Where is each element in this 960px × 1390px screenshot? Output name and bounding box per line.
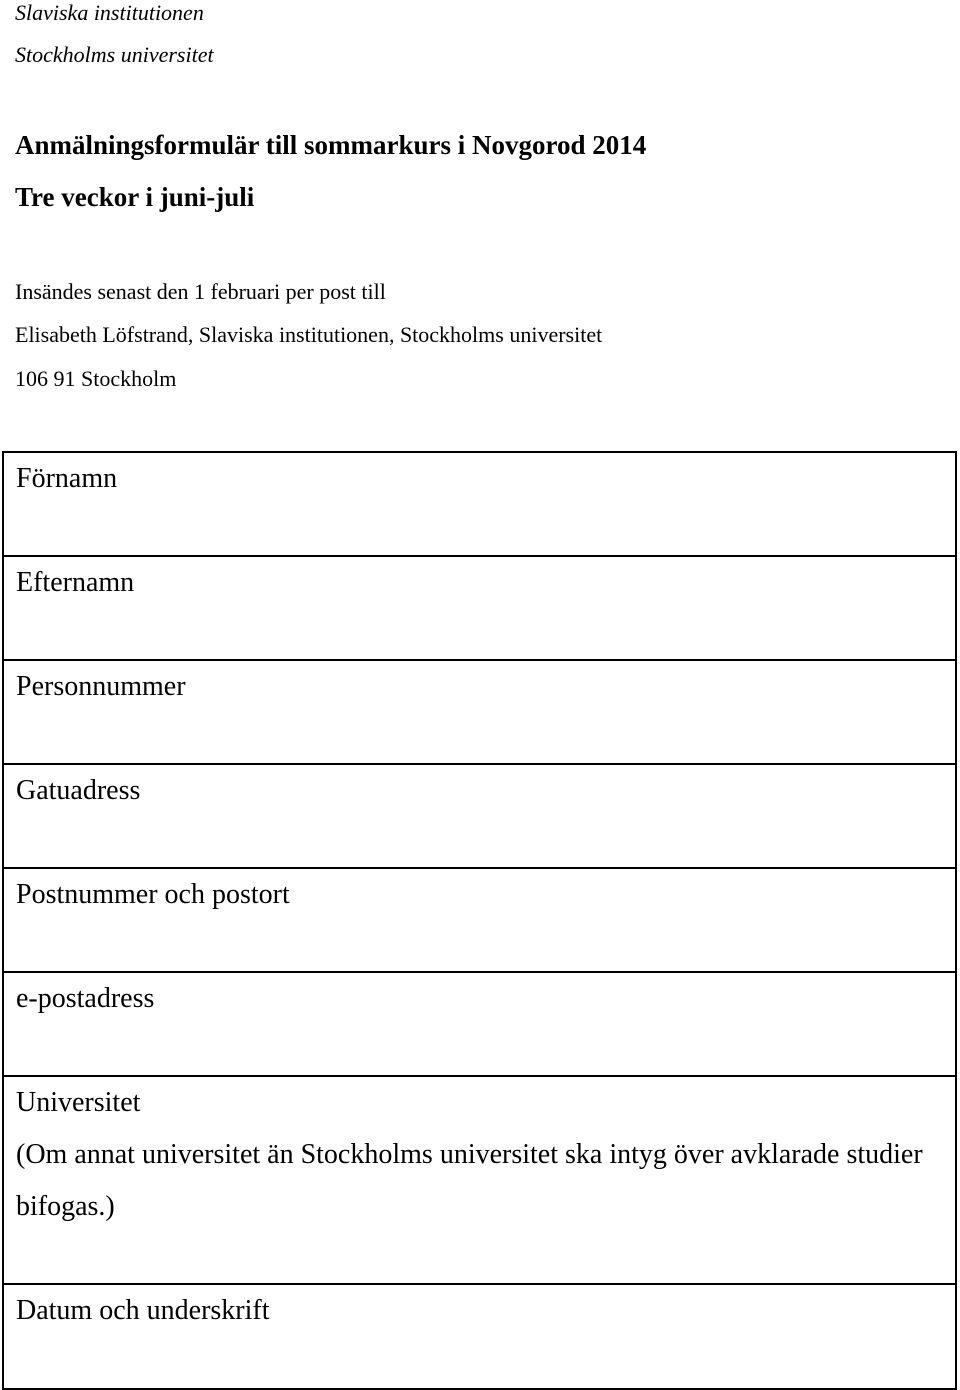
form-row-last-name bbox=[3, 556, 956, 660]
form-row-first-name bbox=[3, 452, 956, 556]
street-address-field[interactable] bbox=[3, 764, 956, 868]
university-note: (Om annat universitet än Stockholms universitet ska intyg över avklarade studier bifogas.) bbox=[16, 1139, 923, 1222]
email-field[interactable] bbox=[3, 972, 956, 1076]
form-row-postal-code-city bbox=[3, 868, 956, 972]
postal-code-city-label: Postnummer och postort bbox=[16, 879, 290, 910]
submission-deadline: Insändes senast den 1 februari per post till bbox=[15, 279, 386, 304]
submission-postal-address: 106 91 Stockholm bbox=[15, 366, 177, 391]
postal-code-city-field[interactable] bbox=[3, 868, 956, 972]
signature-label: Datum och underskrift bbox=[16, 1295, 270, 1326]
form-title: Anmälningsformulär till sommarkurs i Novgorod 2014 bbox=[15, 130, 647, 160]
form-subtitle: Tre veckor i juni-juli bbox=[15, 182, 255, 212]
first-name-label: Förnamn bbox=[16, 463, 118, 494]
last-name-label: Efternamn bbox=[16, 567, 135, 598]
signature-field[interactable] bbox=[3, 1284, 956, 1389]
form-row-personal-number bbox=[3, 660, 956, 764]
registration-form bbox=[2, 451, 957, 1390]
street-address-label: Gatuadress bbox=[16, 775, 141, 806]
submission-recipient: Elisabeth Löfstrand, Slaviska institutionen, Stockholms universitet bbox=[15, 322, 603, 347]
personal-number-label: Personnummer bbox=[16, 671, 186, 702]
first-name-field[interactable] bbox=[3, 452, 956, 556]
university-header: Stockholms universitet bbox=[15, 42, 214, 67]
form-row-signature bbox=[3, 1284, 956, 1389]
last-name-field[interactable] bbox=[3, 556, 956, 660]
university-field[interactable] bbox=[3, 1076, 956, 1284]
email-label: e-postadress bbox=[16, 983, 155, 1014]
university-label: Universitet bbox=[16, 1087, 141, 1118]
form-row-university bbox=[3, 1076, 956, 1284]
department-header: Slaviska institutionen bbox=[15, 0, 204, 25]
personal-number-field[interactable] bbox=[3, 660, 956, 764]
form-row-street-address bbox=[3, 764, 956, 868]
form-row-email bbox=[3, 972, 956, 1076]
